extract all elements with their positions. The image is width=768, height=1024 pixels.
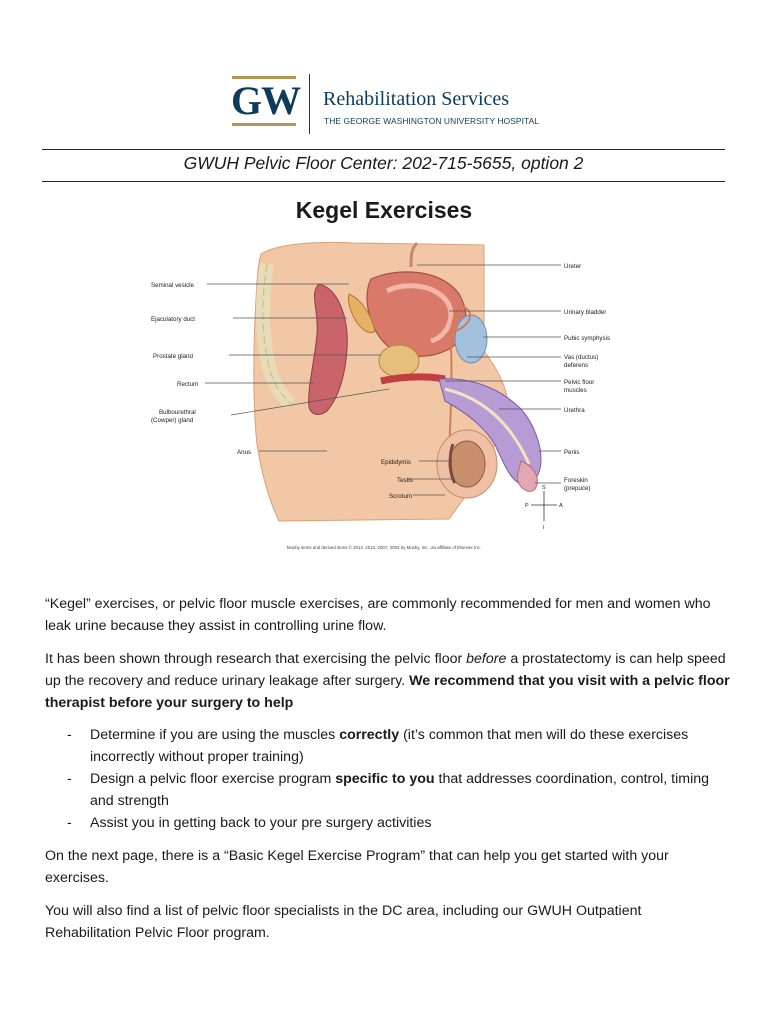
- benefits-list: [45, 724, 730, 834]
- paragraph-research: [45, 648, 730, 714]
- paragraph-specialists: [45, 900, 730, 944]
- service-name: Rehabilitation Services: [323, 88, 510, 110]
- header-rule-top: [42, 149, 725, 150]
- list-item: [45, 812, 730, 834]
- dash-bullet: -: [67, 771, 72, 787]
- list-item-1-a: Determine if you are using the muscles: [90, 727, 340, 743]
- label-vas-deferens: Vas (ductus): [564, 354, 599, 361]
- label-deferens: deferens: [564, 362, 589, 369]
- anatomy-figure: [149, 239, 620, 552]
- compass-a: A: [559, 503, 563, 509]
- label-muscles: muscles: [564, 387, 587, 394]
- list-item-3: Assist you in getting back to your pre surgery activities: [90, 815, 432, 831]
- label-ejaculatory-duct: Ejaculatory duct: [151, 316, 196, 323]
- center-contact-line: GWUH Pelvic Floor Center: 202-715-5655, option 2: [183, 153, 584, 173]
- paragraph-intro: [45, 593, 730, 637]
- label-foreskin: Foreskin: [564, 477, 588, 484]
- paragraph-research-recommend: We recommend that you visit with a pelvic floor therapist before your surgery to help: [45, 673, 730, 711]
- hospital-name: THE GEORGE WASHINGTON UNIVERSITY HOSPITAL: [324, 116, 540, 126]
- list-item-2-b: that addresses coordination, control, timing and strength: [90, 771, 710, 809]
- gw-monogram: [231, 76, 301, 132]
- logo-divider: [309, 74, 310, 134]
- compass-i: I: [543, 525, 545, 531]
- list-item: [45, 724, 730, 768]
- gw-rehabilitation-logo: [231, 74, 551, 134]
- dash-bullet: -: [67, 815, 72, 831]
- label-rectum: Rectum: [177, 381, 199, 388]
- page-title: Kegel Exercises: [295, 197, 473, 223]
- header-rule-bottom: [42, 181, 725, 182]
- dash-bullet: -: [67, 727, 72, 743]
- label-ureter: Ureter: [564, 263, 582, 270]
- logo-letters: GW: [231, 78, 301, 123]
- paragraph-research-b: a prostatectomy is can help speed up the recovery and reduce urinary leakage after surgery.: [45, 651, 726, 689]
- label-prostate-gland: Prostate gland: [153, 353, 193, 360]
- label-pubic-symphysis: Pubic symphysis: [564, 335, 611, 342]
- label-anus: Anus: [237, 449, 252, 456]
- label-epididymis: Epididymis: [381, 459, 411, 466]
- label-scrotum: Scrotum: [389, 493, 413, 500]
- pubic-symphysis: [455, 315, 487, 363]
- paragraph-research-before: before: [466, 651, 507, 667]
- list-item-2-bold: specific to you: [335, 771, 435, 787]
- label-seminal-vesicle: Seminal vesicle: [151, 282, 194, 289]
- paragraph-next-page-text: On the next page, there is a “Basic Kegel Exercise Program” that can help you get started with your exercises.: [45, 848, 669, 886]
- list-item-1-b: (it’s common that men will do these exercises incorrectly without proper training): [90, 727, 689, 765]
- logo-gold-bar-bottom: [232, 123, 296, 126]
- anatomy-illustration: [149, 239, 620, 552]
- label-prepuce: (prepuce): [564, 485, 591, 492]
- paragraph-specialists-text: You will also find a list of pelvic floor specialists in the DC area, including our GWUH Outpatient Rehabilitation Pelvic Floor program.: [45, 903, 642, 941]
- paragraph-intro-text: “Kegel” exercises, or pelvic floor muscle exercises, are commonly recommended for men and women who leak urine because they assist in controlling urine flow.: [45, 596, 711, 634]
- label-urinary-bladder: Urinary bladder: [564, 309, 607, 316]
- label-urethra: Urethra: [564, 407, 585, 414]
- list-item-1-bold: correctly: [339, 727, 400, 743]
- paragraph-research-a: It has been shown through research that exercising the pelvic floor: [45, 651, 467, 667]
- paragraph-next-page: [45, 845, 730, 889]
- label-pelvic-floor: Pelvic floor: [564, 379, 595, 386]
- list-item: [45, 768, 730, 812]
- label-penis: Penis: [564, 449, 580, 456]
- label-bulbourethral: Bulbourethral: [159, 409, 196, 416]
- label-testis: Testis: [397, 477, 413, 484]
- compass-s: S: [542, 485, 546, 491]
- figure-credit: Mosby items and derived items © 2013, 2010, 2007, 2003 by Mosby, Inc., an affiliate of Elsevier Inc.: [286, 545, 482, 550]
- compass-p: P: [525, 503, 529, 509]
- label-cowper-gland: (Cowper) gland: [151, 417, 194, 424]
- list-item-2-a: Design a pelvic floor exercise program: [90, 771, 336, 787]
- prostate-gland: [379, 345, 419, 377]
